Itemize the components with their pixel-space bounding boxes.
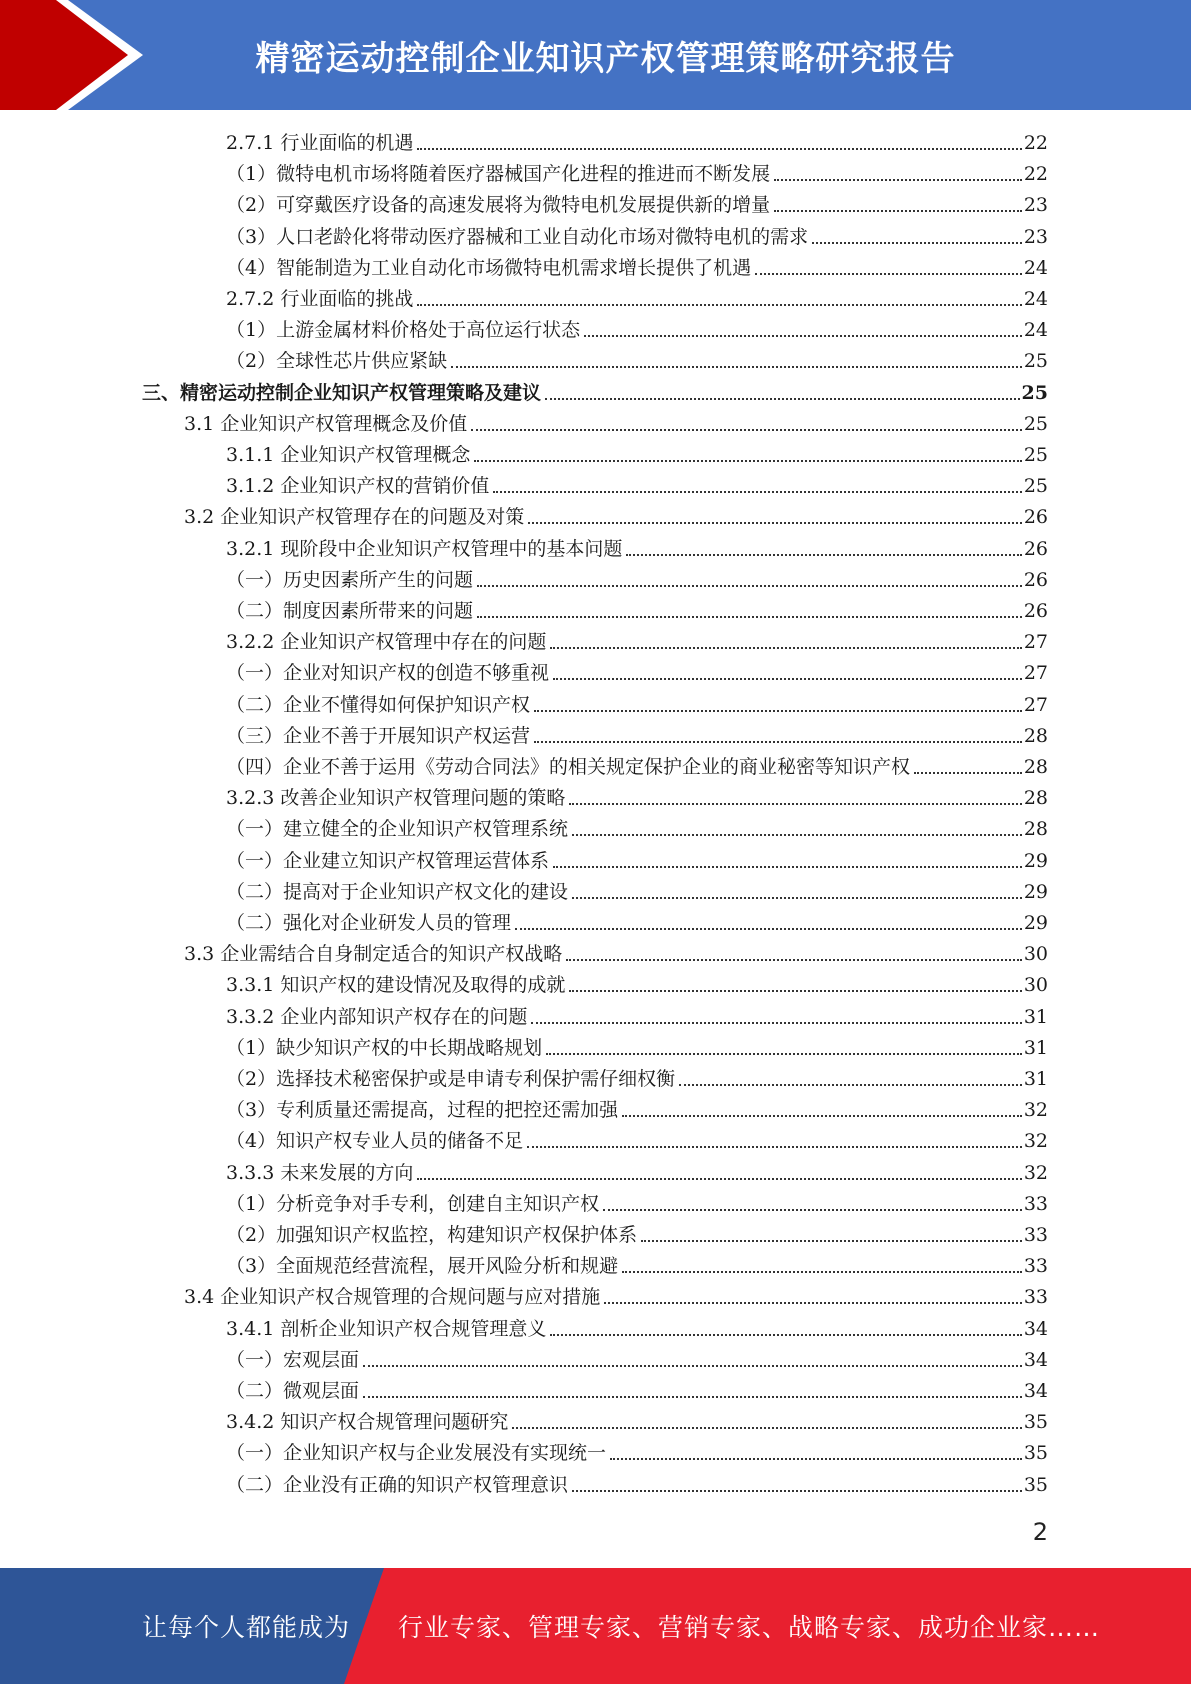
toc-entry-number: （二） xyxy=(226,1380,284,1402)
toc-dot-leader xyxy=(363,1396,1022,1398)
toc-entry[interactable] xyxy=(226,908,1048,936)
toc-dot-leader xyxy=(569,990,1021,992)
toc-dot-leader xyxy=(527,1146,1022,1148)
toc-entry[interactable] xyxy=(184,1282,1048,1310)
toc-entry-number: 三、 xyxy=(142,382,181,404)
toc-dot-leader xyxy=(477,585,1022,587)
toc-entry-page: 30 xyxy=(1023,974,1048,996)
toc-entry-label: 宏观层面 xyxy=(283,1349,360,1371)
toc-entry-number: （4） xyxy=(226,257,277,279)
toc-entry-label: 缺少知识产权的中长期战略规划 xyxy=(276,1037,543,1059)
toc-dot-leader xyxy=(531,1022,1021,1024)
toc-dot-leader xyxy=(515,928,1022,930)
toc-entry-label: 微观层面 xyxy=(283,1380,360,1402)
toc-entry-number: （一） xyxy=(226,662,284,684)
toc-entry-number: 3.2 xyxy=(184,506,221,528)
toc-entry-page: 35 xyxy=(1023,1411,1048,1433)
toc-entry-number: 3.3.1 xyxy=(226,974,281,996)
toc-entry-page: 35 xyxy=(1023,1474,1048,1496)
toc-entry-number: （3） xyxy=(226,1255,277,1277)
toc-entry-label: 未来发展的方向 xyxy=(280,1162,414,1184)
toc-entry-number: （2） xyxy=(226,350,277,372)
report-title: 精密运动控制企业知识产权管理策略研究报告 xyxy=(255,38,956,79)
toc-entry-page: 26 xyxy=(1023,569,1048,591)
toc-dot-leader xyxy=(493,491,1021,493)
toc-dot-leader xyxy=(755,273,1022,275)
toc-dot-leader xyxy=(679,1084,1022,1086)
toc-entry[interactable] xyxy=(226,783,1048,811)
toc-entry-number: （2） xyxy=(226,1224,277,1246)
toc-dot-leader xyxy=(604,1302,1022,1304)
toc-entry-label: 企业知识产权的营销价值 xyxy=(280,475,490,497)
toc-entry[interactable] xyxy=(226,846,1048,874)
toc-entry[interactable] xyxy=(226,534,1048,562)
toc-entry-number: （一） xyxy=(226,818,284,840)
toc-dot-leader xyxy=(550,1334,1021,1336)
toc-dot-leader xyxy=(914,772,1022,774)
toc-entry-number: （四） xyxy=(226,756,284,778)
toc-entry-page: 22 xyxy=(1023,132,1048,154)
toc-entry-page: 28 xyxy=(1023,787,1048,809)
toc-entry-page: 25 xyxy=(1023,413,1048,435)
report-header xyxy=(0,0,1191,110)
toc-entry-page: 27 xyxy=(1023,694,1048,716)
toc-entry-label: 企业不懂得如何保护知识产权 xyxy=(283,694,531,716)
toc-dot-leader xyxy=(572,1490,1022,1492)
toc-dot-leader xyxy=(603,1209,1022,1211)
toc-entry-page: 29 xyxy=(1023,912,1048,934)
toc-entry-number: （2） xyxy=(226,194,277,216)
toc-entry-number: （二） xyxy=(226,600,284,622)
toc-entry-page: 28 xyxy=(1023,756,1048,778)
toc-dot-leader xyxy=(626,554,1021,556)
toc-entry[interactable] xyxy=(226,471,1048,499)
toc-entry-label: 企业知识产权与企业发展没有实现统一 xyxy=(283,1442,607,1464)
toc-entry-number: （一） xyxy=(226,1349,284,1371)
toc-entry[interactable] xyxy=(226,1064,1048,1092)
toc-entry-page: 32 xyxy=(1023,1099,1048,1121)
toc-entry-number: （一） xyxy=(226,1442,284,1464)
toc-entry-page: 32 xyxy=(1023,1162,1048,1184)
toc-entry-page: 25 xyxy=(1023,350,1048,372)
toc-entry[interactable] xyxy=(226,1407,1048,1435)
toc-entry-number: 3.3.3 xyxy=(226,1162,281,1184)
toc-entry[interactable] xyxy=(226,970,1048,998)
toc-entry-label: 专利质量还需提高，过程的把控还需加强 xyxy=(276,1099,619,1121)
toc-dot-leader xyxy=(774,210,1022,212)
toc-dot-leader xyxy=(546,1053,1022,1055)
toc-entry-page: 33 xyxy=(1023,1193,1048,1215)
toc-dot-leader xyxy=(545,398,1020,400)
toc-dot-leader xyxy=(553,678,1022,680)
toc-entry-number: 3.2.2 xyxy=(226,631,281,653)
toc-entry[interactable] xyxy=(226,1158,1048,1186)
toc-entry[interactable] xyxy=(226,1033,1048,1061)
toc-entry[interactable] xyxy=(226,814,1048,842)
toc-entry-number: （二） xyxy=(226,694,284,716)
toc-dot-leader xyxy=(622,1271,1022,1273)
toc-entry[interactable] xyxy=(226,128,1048,156)
toc-entry-number: 3.1.1 xyxy=(226,444,281,466)
toc-dot-leader xyxy=(622,1115,1022,1117)
toc-entry[interactable] xyxy=(226,1189,1048,1217)
toc-entry-page: 33 xyxy=(1023,1224,1048,1246)
toc-entry-number: （一） xyxy=(226,569,284,591)
toc-dot-leader xyxy=(774,179,1022,181)
toc-entry-label: 改善企业知识产权管理问题的策略 xyxy=(280,787,566,809)
toc-dot-leader xyxy=(417,304,1021,306)
toc-entry-page: 26 xyxy=(1023,506,1048,528)
toc-entry-label: 分析竞争对手专利，创建自主知识产权 xyxy=(276,1193,600,1215)
toc-entry-page: 27 xyxy=(1023,631,1048,653)
toc-entry-page: 24 xyxy=(1023,257,1048,279)
toc-entry[interactable] xyxy=(226,1002,1048,1030)
toc-entry[interactable] xyxy=(226,1095,1048,1123)
toc-entry-label: 知识产权的建设情况及取得的成就 xyxy=(280,974,566,996)
toc-entry-number: 3.3.2 xyxy=(226,1006,281,1028)
toc-entry[interactable] xyxy=(226,1438,1048,1466)
page-number: 2 xyxy=(1032,1518,1048,1546)
toc-entry-page: 31 xyxy=(1023,1068,1048,1090)
toc-entry[interactable] xyxy=(226,1126,1048,1154)
toc-entry-page: 31 xyxy=(1023,1006,1048,1028)
toc-entry-number: （1） xyxy=(226,319,277,341)
toc-entry-number: 3.3 xyxy=(184,943,221,965)
toc-entry-label: 企业知识产权合规管理的合规问题与应对措施 xyxy=(220,1286,601,1308)
toc-dot-leader xyxy=(566,959,1022,961)
toc-entry-number: （1） xyxy=(226,163,277,185)
toc-entry-label: 建立健全的企业知识产权管理系统 xyxy=(283,818,569,840)
toc-entry[interactable] xyxy=(226,877,1048,905)
toc-entry-label: 企业知识产权管理概念及价值 xyxy=(220,413,468,435)
toc-entry-label: 制度因素所带来的问题 xyxy=(283,600,474,622)
toc-entry-label: 剖析企业知识产权合规管理意义 xyxy=(280,1318,547,1340)
toc-entry-number: （2） xyxy=(226,1068,277,1090)
toc-entry[interactable] xyxy=(226,315,1048,343)
toc-entry[interactable] xyxy=(184,939,1048,967)
toc-entry-page: 32 xyxy=(1023,1130,1048,1152)
toc-dot-leader xyxy=(474,460,1021,462)
toc-entry-number: （三） xyxy=(226,725,284,747)
toc-entry[interactable] xyxy=(184,502,1048,530)
toc-entry[interactable] xyxy=(226,658,1048,686)
toc-entry-label: 企业知识产权管理存在的问题及对策 xyxy=(220,506,525,528)
toc-entry-number: 3.1 xyxy=(184,413,221,435)
toc-entry-number: 3.4 xyxy=(184,1286,221,1308)
toc-entry-label: 企业建立知识产权管理运营体系 xyxy=(283,850,550,872)
toc-entry-number: （1） xyxy=(226,1193,277,1215)
toc-entry[interactable] xyxy=(226,190,1048,218)
toc-dot-leader xyxy=(534,741,1022,743)
toc-dot-leader xyxy=(572,897,1022,899)
toc-entry-page: 22 xyxy=(1023,163,1048,185)
toc-entry-page: 33 xyxy=(1023,1286,1048,1308)
toc-entry-label: 行业面临的挑战 xyxy=(280,288,414,310)
toc-entry-label: 上游金属材料价格处于高位运行状态 xyxy=(276,319,581,341)
toc-entry-label: 全球性芯片供应紧缺 xyxy=(276,350,448,372)
toc-dot-leader xyxy=(584,335,1022,337)
toc-entry-page: 35 xyxy=(1023,1442,1048,1464)
toc-entry-number: 3.1.2 xyxy=(226,475,281,497)
toc-entry-page: 31 xyxy=(1023,1037,1048,1059)
toc-entry[interactable] xyxy=(226,1376,1048,1404)
toc-dot-leader xyxy=(477,616,1022,618)
toc-entry-page: 23 xyxy=(1023,226,1048,248)
toc-entry-label: 行业面临的机遇 xyxy=(280,132,414,154)
toc-dot-leader xyxy=(417,148,1021,150)
toc-entry-number: （二） xyxy=(226,912,284,934)
toc-entry-page: 28 xyxy=(1023,818,1048,840)
footer-slogan-left: 让每个人都能成为 xyxy=(142,1613,351,1642)
toc-entry[interactable] xyxy=(226,1251,1048,1279)
toc-entry-page: 30 xyxy=(1023,943,1048,965)
toc-entry[interactable] xyxy=(226,284,1048,312)
toc-entry[interactable] xyxy=(226,1314,1048,1342)
toc-entry-number: 3.2.3 xyxy=(226,787,281,809)
toc-entry-page: 25 xyxy=(1021,382,1048,404)
toc-entry[interactable] xyxy=(226,627,1048,655)
toc-entry[interactable] xyxy=(226,721,1048,749)
toc-entry-number: （1） xyxy=(226,1037,277,1059)
toc-entry[interactable] xyxy=(184,409,1048,437)
toc-entry-label: 人口老龄化将带动医疗器械和工业自动化市场对微特电机的需求 xyxy=(276,226,809,248)
toc-dot-leader xyxy=(451,366,1022,368)
toc-entry-label: 微特电机市场将随着医疗器械国产化进程的推进而不断发展 xyxy=(276,163,771,185)
toc-entry-label: 现阶段中企业知识产权管理中的基本问题 xyxy=(280,538,623,560)
toc-entry-page: 26 xyxy=(1023,538,1048,560)
toc-entry[interactable] xyxy=(226,346,1048,374)
footer-banner xyxy=(0,1568,1191,1684)
toc-entry-page: 26 xyxy=(1023,600,1048,622)
toc-entry-label: 企业内部知识产权存在的问题 xyxy=(280,1006,528,1028)
toc-entry-number: （二） xyxy=(226,1474,284,1496)
toc-entry[interactable] xyxy=(226,1470,1048,1498)
toc-dot-leader xyxy=(641,1240,1022,1242)
toc-entry-number: 3.4.2 xyxy=(226,1411,281,1433)
toc-entry[interactable] xyxy=(226,752,1048,780)
toc-entry-page: 28 xyxy=(1023,725,1048,747)
toc-entry-number: 2.7.1 xyxy=(226,132,281,154)
toc-entry[interactable] xyxy=(226,159,1048,187)
toc-entry[interactable] xyxy=(226,1220,1048,1248)
toc-entry-number: 2.7.2 xyxy=(226,288,281,310)
toc-entry-page: 24 xyxy=(1023,288,1048,310)
toc-entry-label: 企业知识产权管理中存在的问题 xyxy=(280,631,547,653)
toc-entry-label: 可穿戴医疗设备的高速发展将为微特电机发展提供新的增量 xyxy=(276,194,771,216)
toc-entry-number: （一） xyxy=(226,850,284,872)
toc-entry-label: 企业知识产权管理概念 xyxy=(280,444,471,466)
toc-dot-leader xyxy=(812,242,1022,244)
toc-entry-label: 智能制造为工业自动化市场微特电机需求增长提供了机遇 xyxy=(276,257,752,279)
toc-dot-leader xyxy=(417,1178,1021,1180)
toc-entry-number: （4） xyxy=(226,1130,277,1152)
toc-entry-label: 企业没有正确的知识产权管理意识 xyxy=(283,1474,569,1496)
toc-entry-number: 3.4.1 xyxy=(226,1318,281,1340)
toc-entry-page: 25 xyxy=(1023,475,1048,497)
toc-entry-label: 企业需结合自身制定适合的知识产权战略 xyxy=(220,943,563,965)
toc-entry-page: 34 xyxy=(1023,1349,1048,1371)
toc-entry-label: 知识产权专业人员的储备不足 xyxy=(276,1130,524,1152)
toc-entry[interactable] xyxy=(226,440,1048,468)
toc-entry[interactable] xyxy=(226,690,1048,718)
toc-entry[interactable] xyxy=(226,222,1048,250)
toc-dot-leader xyxy=(610,1458,1022,1460)
toc-dot-leader xyxy=(363,1365,1022,1367)
toc-entry-label: 企业对知识产权的创造不够重视 xyxy=(283,662,550,684)
toc-dot-leader xyxy=(534,710,1022,712)
toc-entry-label: 企业不善于运用《劳动合同法》的相关规定保护企业的商业秘密等知识产权 xyxy=(283,756,911,778)
toc-entry-label: 历史因素所产生的问题 xyxy=(283,569,474,591)
toc-entry-page: 25 xyxy=(1023,444,1048,466)
toc-entry-label: 选择技术秘密保护或是申请专利保护需仔细权衡 xyxy=(276,1068,676,1090)
toc-entry-page: 34 xyxy=(1023,1380,1048,1402)
toc-entry-page: 27 xyxy=(1023,662,1048,684)
toc-entry-label: 提高对于企业知识产权文化的建设 xyxy=(283,881,569,903)
toc-entry-number: （3） xyxy=(226,1099,277,1121)
toc-entry[interactable] xyxy=(226,1345,1048,1373)
toc-entry-label: 知识产权合规管理问题研究 xyxy=(280,1411,509,1433)
toc-dot-leader xyxy=(572,834,1022,836)
toc-entry-page: 29 xyxy=(1023,881,1048,903)
footer-slogan-right: 行业专家、管理专家、营销专家、战略专家、成功企业家…… xyxy=(398,1613,1101,1642)
toc-entry-number: 3.2.1 xyxy=(226,538,281,560)
toc-entry-page: 34 xyxy=(1023,1318,1048,1340)
toc-entry-label: 企业不善于开展知识产权运营 xyxy=(283,725,531,747)
toc-entry-label: 全面规范经营流程，展开风险分析和规避 xyxy=(276,1255,619,1277)
toc-entry[interactable] xyxy=(226,565,1048,593)
toc-entry-number: （二） xyxy=(226,881,284,903)
toc-entry-page: 23 xyxy=(1023,194,1048,216)
toc-entry-number: （3） xyxy=(226,226,277,248)
toc-dot-leader xyxy=(550,647,1021,649)
toc-dot-leader xyxy=(528,522,1022,524)
toc-entry[interactable] xyxy=(142,378,1048,406)
toc-entry[interactable] xyxy=(226,596,1048,624)
toc-entry-label: 精密运动控制企业知识产权管理策略及建议 xyxy=(180,382,542,404)
toc-dot-leader xyxy=(471,429,1022,431)
toc-entry-page: 33 xyxy=(1023,1255,1048,1277)
toc-entry-page: 29 xyxy=(1023,850,1048,872)
toc-entry-page: 24 xyxy=(1023,319,1048,341)
toc-dot-leader xyxy=(553,866,1022,868)
toc-dot-leader xyxy=(512,1427,1021,1429)
toc-entry-label: 强化对企业研发人员的管理 xyxy=(283,912,512,934)
toc-dot-leader xyxy=(569,803,1021,805)
toc-entry[interactable] xyxy=(226,253,1048,281)
toc-entry-label: 加强知识产权监控，构建知识产权保护体系 xyxy=(276,1224,638,1246)
